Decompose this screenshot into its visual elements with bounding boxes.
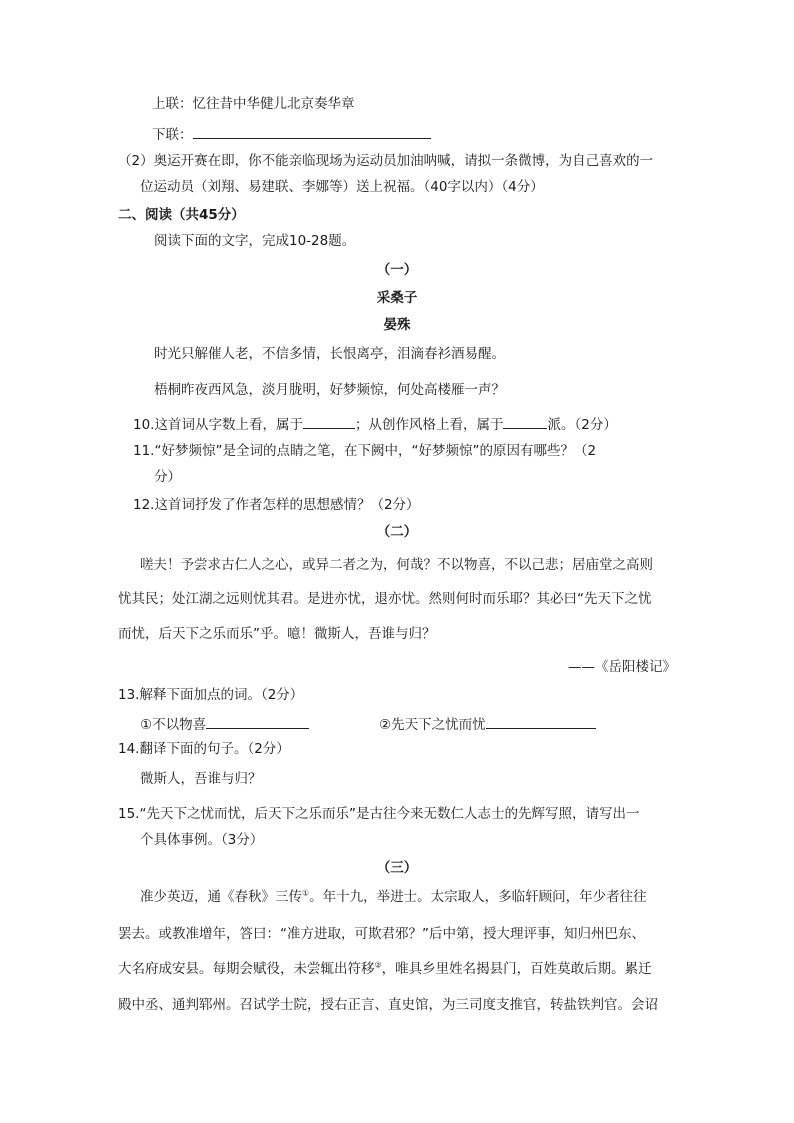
q14: 14.翻译下面的句子。（2分） xyxy=(118,741,290,757)
passage3-line3 xyxy=(118,960,652,978)
passage3-line1-b: 。年十九，举进士。太宗取人，多临轩顾问，年少者往往 xyxy=(309,889,647,905)
passage3-line1 xyxy=(140,888,647,906)
q2-line2: 位运动员（刘翔、易建联、李娜等）送上祝福。（40字以内）（4分） xyxy=(140,179,544,195)
section-instruction: 阅读下面的文字，完成10-28题。 xyxy=(154,233,356,249)
couplet-lower-label: 下联： xyxy=(152,127,193,143)
poet-name: 晏殊 xyxy=(383,317,411,333)
passage3-line3-a: 大名府成安县。每期会赋役，未尝辄出符移 xyxy=(118,961,375,977)
answer-blank[interactable] xyxy=(503,414,547,429)
q11-line1: 11.“好梦频惊”是全词的点睛之笔，在下阙中，“好梦频惊”的原因有哪些？（2 xyxy=(133,443,597,459)
q13-item2-text: ②先天下之忧而忧 xyxy=(379,717,486,733)
q10 xyxy=(133,414,617,434)
passage2-source: ——《岳阳楼记》 xyxy=(568,659,676,675)
q12: 12.这首词抒发了作者怎样的思想感情？（2分） xyxy=(133,497,420,513)
answer-blank[interactable] xyxy=(486,714,596,729)
passage2-line2: 忧其民；处江湖之远则忧其君。是进亦忧，退亦忧。然则何时而乐耶？其必曰“先天下之忧 xyxy=(118,591,652,607)
answer-blank[interactable] xyxy=(206,714,309,729)
q2-line1: （2）奥运开赛在即，你不能亲临现场为运动员加油呐喊，请拟一条微博，为自己喜欢的一 xyxy=(118,153,654,169)
q10-text-a: 10.这首词从字数上看，属于 xyxy=(133,417,303,433)
poem-verse-2: 梧桐昨夜西风急，淡月胧明，好梦频惊，何处高楼雁一声？ xyxy=(154,382,505,398)
q13: 13.解释下面加点的词。（2分） xyxy=(118,687,304,703)
q15-line1: 15.“先天下之忧而忧，后天下之乐而乐”是古往今来无数仁人志士的先辉写照，请写出一 xyxy=(118,806,640,822)
section-heading: 二、阅读（共45分） xyxy=(118,207,245,223)
part3-marker: （三） xyxy=(376,860,418,876)
poem-title: 采桑子 xyxy=(376,290,418,306)
q13-item1-text: ①不以物喜 xyxy=(140,717,207,733)
part1-marker: （一） xyxy=(376,262,418,278)
passage3-line4: 殿中丞、通判郓州。召试学士院，授右正言、直史馆，为三司度支推官，转盐铁判官。会诏 xyxy=(118,997,658,1013)
answer-blank[interactable] xyxy=(193,124,431,139)
passage2-line3: 而忧，后天下之乐而乐”乎。噫！微斯人，吾谁与归？ xyxy=(118,626,436,642)
footnote-marker-1: ① xyxy=(302,888,310,898)
q13-item2 xyxy=(379,714,596,734)
q13-item1 xyxy=(140,714,309,734)
couplet-upper: 上联：忆往昔中华健儿北京奏华章 xyxy=(152,96,355,112)
poem-verse-1: 时光只解催人老，不信多情，长恨离亭，泪滴春衫酒易醒。 xyxy=(154,346,505,362)
part2-marker: （二） xyxy=(376,524,418,540)
q14-sentence: 微斯人，吾谁与归？ xyxy=(140,771,262,787)
passage3-line1-a: 准少英迈，通《春秋》三传 xyxy=(140,889,302,905)
answer-blank[interactable] xyxy=(303,414,355,429)
q15-line2: 个具体事例。（3分） xyxy=(140,832,264,848)
passage3-line2: 罢去。或教准增年，答曰：“准方进取，可欺君邪？”后中第，授大理评事，知归州巴东、 xyxy=(118,926,645,942)
q10-text-b: ；从创作风格上看，属于 xyxy=(354,417,504,433)
q11-line2: 分） xyxy=(154,469,181,485)
passage3-line3-b: ，唯具乡里姓名揭县门，百姓莫敢后期。累迁 xyxy=(381,961,652,977)
couplet-lower xyxy=(152,124,431,144)
passage2-line1: 嗟夫！予尝求古仁人之心，或异二者之为，何哉？不以物喜，不以己悲；居庙堂之高则 xyxy=(140,557,653,573)
q10-text-c: 派。（2分） xyxy=(547,417,617,433)
footnote-marker-2: ② xyxy=(374,960,382,970)
